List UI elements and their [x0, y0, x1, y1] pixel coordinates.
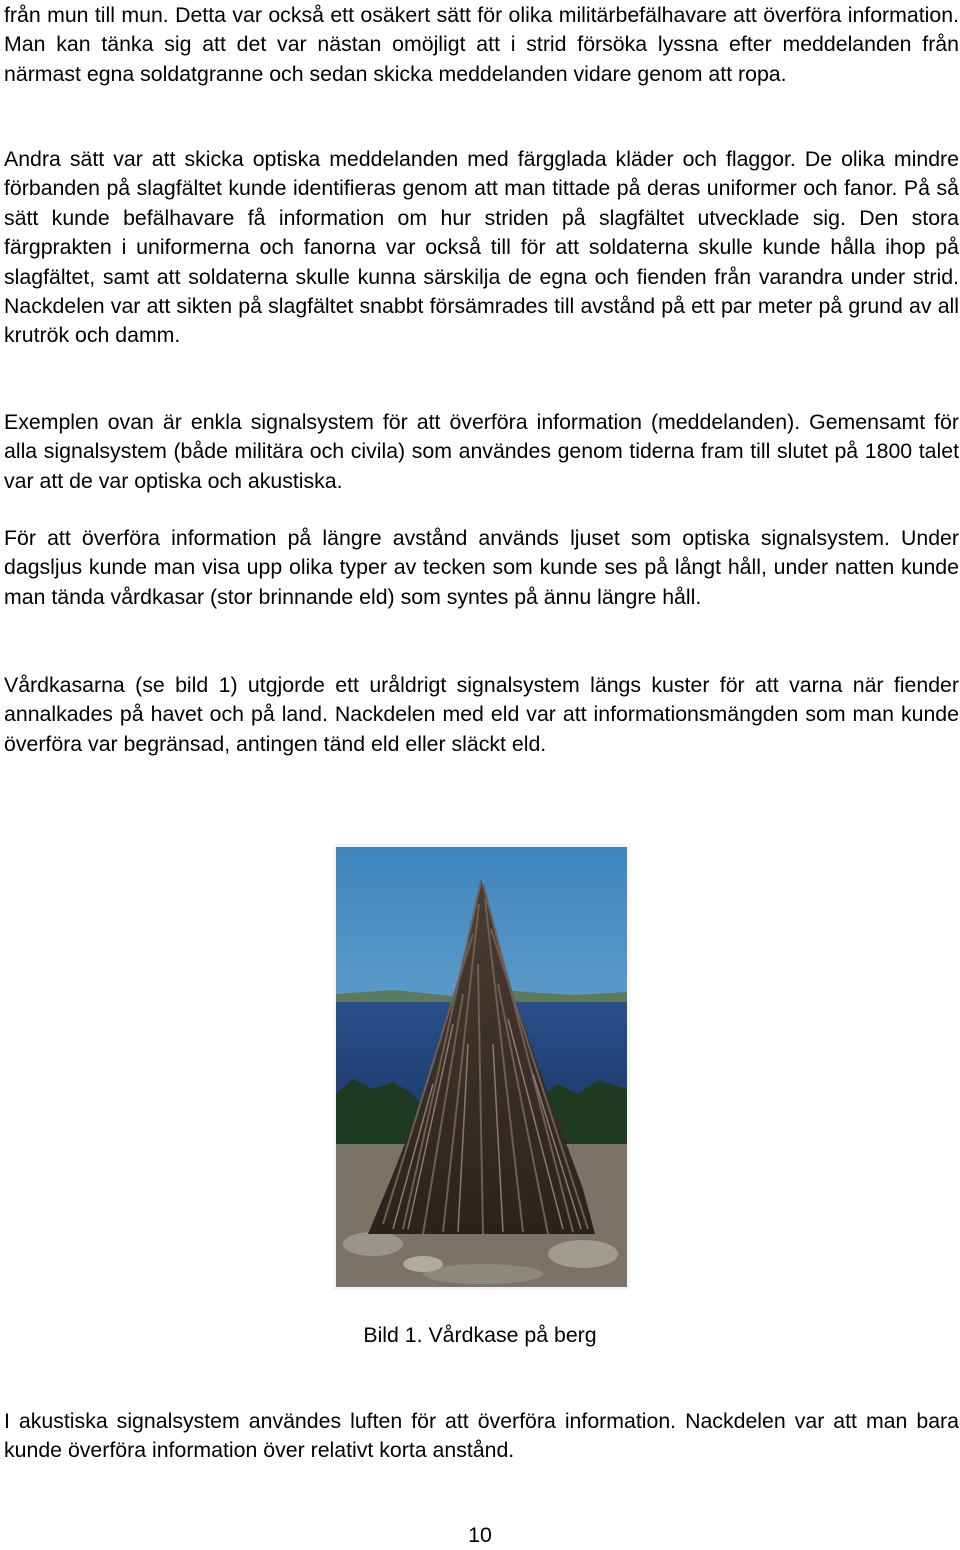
paragraph-3: Exemplen ovan är enkla signalsystem för att överföra information (meddelanden). Gemensamt för alla signalsystem (både militära och civila) som användes genom tiderna fram till slutet på 1800 talet var att de var optiska och akustiska.	[4, 410, 959, 493]
paragraph-2: Andra sätt var att skicka optiska meddelanden med färgglada kläder och flaggor. De olika mindre förbanden på slagfältet kunde identifieras genom att man tittade på deras uniformer och fanor. På så sätt kunde befälhavare få information om hur striden på slagfältet utvecklade sig. Den stora färgprakten i uniformerna och fanorna var också till för att soldaterna skulle kunde hålla ihop på slagfältet, samt att soldaterna skulle kunna särskilja de egna och fienden från varandra under strid. Nackdelen var att sikten på slagfältet snabbt försämrades till avstånd på ett par meter på grund av all krutrök och damm.	[4, 147, 959, 348]
paragraph-5: Vårdkasarna (se bild 1) utgjorde ett uråldrigt signalsystem längs kuster för att varna när fiender annalkades på havet och på land. Nackdelen med eld var att informationsmängden som man kunde överföra var begränsad, antingen tänd eld eller släckt eld.	[4, 673, 959, 756]
paragraph-1: från mun till mun. Detta var också ett osäkert sätt för olika militärbefälhavare att överföra information. Man kan tänka sig att det var nästan omöjligt att i strid försöka lyssna efter meddelanden från närmast egna soldatgranne och sedan skicka meddelanden vidare genom att ropa.	[4, 3, 959, 86]
figure-caption: Bild 1. Vårdkase på berg	[363, 1323, 597, 1347]
paragraph-4: För att överföra information på längre avstånd används ljuset som optiska signalsystem. Under dagsljus kunde man visa upp olika typer av tecken som kunde ses på långt håll, under natten kunde man tända vårdkasar (stor brinnande eld) som syntes på ännu längre håll.	[4, 526, 959, 609]
bonfire-photo	[333, 844, 630, 1290]
page-number: 10	[468, 1523, 492, 1547]
paragraph-6: I akustiska signalsystem användes luften för att överföra information. Nackdelen var att man bara kunde överföra information över relativt korta anstånd.	[4, 1409, 959, 1463]
